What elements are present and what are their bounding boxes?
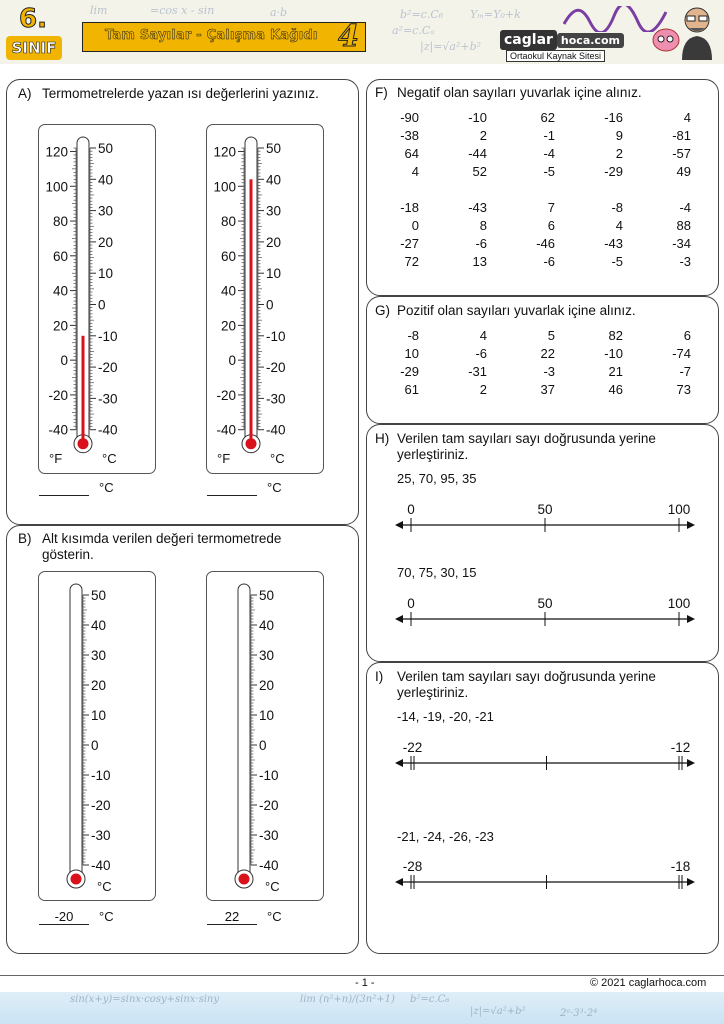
grid-cell[interactable]: 10	[404, 346, 419, 361]
number-line-svg[interactable]	[395, 737, 695, 777]
section-b-label: B)	[18, 531, 32, 546]
celsius-tick-label: 30	[259, 648, 275, 663]
section-h-label: H)	[375, 431, 390, 446]
numbers-to-place-h1: 25, 70, 95, 35	[397, 471, 477, 486]
celsius-tick-label: 40	[259, 618, 275, 633]
grid-cell[interactable]: -3	[543, 364, 555, 379]
grid-cell[interactable]: 0	[411, 218, 419, 233]
grid-cell[interactable]: 4	[615, 218, 623, 233]
celsius-tick-label: 0	[98, 297, 106, 313]
answer-unit-1: °C	[99, 480, 114, 495]
section-f-panel	[366, 79, 719, 296]
number-grid-g	[351, 328, 691, 400]
grid-cell[interactable]: -44	[468, 146, 487, 161]
grid-cell[interactable]: -5	[611, 254, 623, 269]
celsius-tick-label: 30	[266, 203, 282, 219]
bg-math: lim (n²+n)/(3n²+1)	[300, 994, 395, 1005]
celsius-tick-label: 20	[91, 678, 107, 693]
thermometer-bulb	[71, 874, 82, 885]
celsius-tick-label: -40	[91, 858, 111, 873]
grid-cell[interactable]: -46	[536, 236, 555, 251]
arrow-left-icon	[395, 615, 403, 623]
bg-math: |z|=√a²+b²	[420, 40, 482, 53]
value-unit-2: °C	[267, 909, 282, 924]
fahrenheit-tick-label: 20	[220, 318, 236, 334]
bg-math: =cos x - sin	[150, 4, 215, 17]
grid-cell[interactable]: 4	[411, 164, 419, 179]
grid-cell[interactable]: -90	[400, 110, 419, 125]
grid-cell[interactable]: 4	[479, 328, 487, 343]
celsius-tick-label: 0	[259, 738, 267, 753]
celsius-tick-label: -20	[91, 798, 111, 813]
answer-blank-1[interactable]	[39, 495, 89, 496]
section-i-label: I)	[375, 669, 384, 684]
grid-cell[interactable]: -8	[407, 328, 419, 343]
thermometer-4[interactable]	[207, 572, 323, 900]
unit-celsius: °C	[102, 451, 117, 466]
grid-cell[interactable]: 6	[683, 328, 691, 343]
arrow-left-icon	[395, 521, 403, 529]
bg-math: b²=c.C₆	[400, 8, 444, 21]
celsius-tick-label: 30	[98, 203, 114, 219]
arrow-right-icon	[687, 521, 695, 529]
celsius-tick-label: 20	[98, 234, 114, 250]
grid-cell[interactable]: -29	[400, 364, 419, 379]
celsius-tick-label: 50	[91, 588, 107, 603]
section-a-panel	[6, 79, 359, 525]
mercury-column	[250, 179, 253, 443]
number-grid-f2	[351, 200, 691, 272]
grid-cell[interactable]: -38	[400, 128, 419, 143]
grid-cell[interactable]: 37	[540, 382, 555, 397]
celsius-tick-label: 10	[266, 266, 282, 282]
fahrenheit-tick-label: 60	[52, 248, 68, 264]
grid-cell[interactable]: -5	[543, 164, 555, 179]
number-line-label: -28	[402, 859, 423, 874]
thermometer-card-2	[206, 124, 324, 474]
grid-cell[interactable]: 5	[547, 328, 555, 343]
number-line-label: 0	[407, 596, 415, 611]
fahrenheit-tick-label: -20	[48, 387, 68, 403]
celsius-tick-label: 10	[91, 708, 107, 723]
grid-cell[interactable]: 2	[479, 128, 487, 143]
celsius-tick-label: 30	[91, 648, 107, 663]
fahrenheit-tick-label: 120	[45, 144, 68, 160]
fahrenheit-tick-label: 120	[213, 144, 236, 160]
celsius-tick-label: 50	[266, 141, 282, 156]
grid-cell[interactable]: -27	[400, 236, 419, 251]
celsius-tick-label: 10	[98, 266, 114, 282]
grid-cell[interactable]: 21	[608, 364, 623, 379]
brand-logo: caglar hoca.com	[500, 32, 624, 48]
grid-cell[interactable]: -31	[468, 364, 487, 379]
grid-cell[interactable]: -34	[672, 236, 691, 251]
grid-cell[interactable]: 2	[615, 146, 623, 161]
grid-cell[interactable]: -1	[543, 128, 555, 143]
thermometer-3[interactable]	[39, 572, 155, 900]
celsius-tick-label: -30	[259, 828, 279, 843]
section-f-title: Negatif olan sayıları yuvarlak içine alınız.	[397, 85, 642, 100]
bg-math: 2ᵃ·3³·2⁴	[560, 1008, 598, 1019]
title-banner	[82, 19, 366, 54]
grid-cell[interactable]: -43	[604, 236, 623, 251]
celsius-tick-label: -20	[266, 360, 286, 376]
grid-cell[interactable]: 4	[683, 110, 691, 125]
arrow-left-icon	[395, 759, 403, 767]
sheet-number: 4	[338, 19, 359, 54]
fahrenheit-tick-label: 40	[52, 283, 68, 299]
grid-cell[interactable]: -43	[468, 200, 487, 215]
number-line-svg[interactable]	[395, 499, 695, 539]
fahrenheit-tick-label: -40	[48, 422, 68, 438]
grid-cell[interactable]: 8	[479, 218, 487, 233]
thermometer-card-1	[38, 124, 156, 474]
thermometer-1	[39, 125, 155, 473]
grid-cell[interactable]: -4	[543, 146, 555, 161]
mercury-column	[82, 336, 85, 444]
celsius-tick-label: -30	[266, 391, 286, 407]
thermometer-2	[207, 125, 323, 473]
bg-math: a²=c.Cₐ	[392, 24, 435, 37]
section-f-label: F)	[375, 85, 388, 100]
celsius-tick-label: -10	[98, 328, 118, 344]
grid-cell[interactable]: -6	[475, 346, 487, 361]
fahrenheit-tick-label: 40	[220, 283, 236, 299]
celsius-tick-label: 40	[91, 618, 107, 633]
celsius-tick-label: -40	[98, 422, 118, 438]
grade-badge	[4, 4, 64, 62]
grid-cell[interactable]: -4	[679, 200, 691, 215]
fahrenheit-tick-label: 20	[52, 318, 68, 334]
fahrenheit-tick-label: -20	[216, 387, 236, 403]
section-g-title: Pozitif olan sayıları yuvarlak içine alınız.	[397, 303, 636, 318]
unit-fahrenheit: °F	[217, 451, 231, 466]
grid-cell[interactable]: -10	[604, 346, 623, 361]
value-field-1	[39, 924, 89, 925]
copyright: © 2021 caglarhoca.com	[590, 977, 707, 989]
grid-cell[interactable]: 72	[404, 254, 419, 269]
celsius-tick-label: 20	[259, 678, 275, 693]
grid-cell[interactable]: 88	[676, 218, 691, 233]
value-unit-1: °C	[99, 909, 114, 924]
brand-subtitle: Ortaokul Kaynak Sitesi	[506, 50, 605, 62]
grid-cell[interactable]: -16	[604, 110, 623, 125]
grid-cell[interactable]: 73	[676, 382, 691, 397]
grid-cell[interactable]: -18	[400, 200, 419, 215]
thermometer-tube	[70, 584, 82, 879]
section-g-label: G)	[375, 303, 390, 318]
arrow-right-icon	[687, 759, 695, 767]
number-line-label: 50	[537, 502, 553, 517]
bg-math: sin(x+y)=sinx·cosy+sinx·siny	[70, 994, 219, 1005]
celsius-tick-label: 40	[266, 172, 282, 188]
numbers-to-place-i2: -21, -24, -26, -23	[397, 829, 494, 844]
grid-cell[interactable]: -6	[475, 236, 487, 251]
section-i-panel	[366, 662, 719, 954]
grid-cell[interactable]: 46	[608, 382, 623, 397]
celsius-tick-label: -40	[266, 422, 286, 438]
grid-cell[interactable]: 22	[540, 346, 555, 361]
grid-cell[interactable]: 64	[404, 146, 419, 161]
number-line-svg[interactable]	[395, 856, 695, 896]
grid-cell[interactable]: 52	[472, 164, 487, 179]
grid-cell[interactable]: 49	[676, 164, 691, 179]
fahrenheit-tick-label: 100	[45, 179, 68, 195]
answer-unit-2: °C	[267, 480, 282, 495]
grid-cell[interactable]: 7	[547, 200, 555, 215]
fahrenheit-tick-label: -40	[216, 422, 236, 438]
fahrenheit-tick-label: 0	[228, 353, 236, 369]
section-h-panel	[366, 424, 719, 662]
grade-number: 6.	[19, 4, 47, 34]
number-line-label: 50	[537, 596, 553, 611]
number-line-i1[interactable]	[395, 737, 695, 777]
number-line-label: 100	[667, 596, 691, 611]
grid-cell[interactable]: -10	[468, 110, 487, 125]
number-line-label: -18	[670, 859, 691, 874]
section-i-title: Verilen tam sayıları sayı doğrusunda yerine yerleştiriniz.	[397, 669, 656, 700]
number-grid-f1	[351, 110, 691, 182]
bg-math: lim	[90, 4, 108, 17]
celsius-tick-label: 50	[259, 588, 275, 603]
given-value-1: -20	[54, 909, 74, 924]
number-line-label: -22	[402, 740, 423, 755]
unit-celsius: °C	[97, 879, 112, 894]
grid-cell[interactable]: -3	[679, 254, 691, 269]
arrow-left-icon	[395, 878, 403, 886]
thermometer-card-3	[38, 571, 156, 901]
bg-math: Yₘ=Y₀+k	[470, 8, 521, 21]
number-line-label: -12	[670, 740, 691, 755]
grid-cell[interactable]: 62	[540, 110, 555, 125]
bg-math: |z|=√a²+b²	[470, 1006, 526, 1017]
value-field-2	[207, 924, 257, 925]
number-line-svg[interactable]	[395, 593, 695, 633]
thermometer-tube	[238, 584, 250, 879]
grid-cell[interactable]: -57	[672, 146, 691, 161]
celsius-tick-label: -20	[98, 360, 118, 376]
thermometer-card-4	[206, 571, 324, 901]
grid-cell[interactable]: 2	[479, 382, 487, 397]
celsius-tick-label: -30	[91, 828, 111, 843]
celsius-tick-label: 0	[91, 738, 99, 753]
footer-banner	[0, 992, 724, 1024]
celsius-tick-label: 10	[259, 708, 275, 723]
section-b-title: Alt kısımda verilen değeri termometrede gösterin.	[42, 531, 282, 562]
numbers-to-place-i1: -14, -19, -20, -21	[397, 709, 494, 724]
grid-cell[interactable]: -74	[672, 346, 691, 361]
unit-celsius: °C	[270, 451, 285, 466]
unit-fahrenheit: °F	[49, 451, 63, 466]
celsius-tick-label: -20	[259, 798, 279, 813]
grid-cell[interactable]: -6	[543, 254, 555, 269]
grid-cell[interactable]: 6	[547, 218, 555, 233]
arrow-right-icon	[687, 878, 695, 886]
grid-cell[interactable]: 82	[608, 328, 623, 343]
celsius-tick-label: -40	[259, 858, 279, 873]
grid-cell[interactable]: 9	[615, 128, 623, 143]
number-line-label: 0	[407, 502, 415, 517]
bg-math: a·b	[270, 6, 288, 19]
grid-cell[interactable]: -7	[679, 364, 691, 379]
answer-blank-2[interactable]	[207, 495, 257, 496]
fahrenheit-tick-label: 0	[60, 353, 68, 369]
footer-rule	[0, 975, 724, 976]
grid-cell[interactable]: 13	[472, 254, 487, 269]
celsius-tick-label: -10	[266, 328, 286, 344]
number-line-i2[interactable]	[395, 856, 695, 896]
celsius-tick-label: 0	[266, 297, 274, 313]
grid-cell[interactable]: -8	[611, 200, 623, 215]
section-h-title: Verilen tam sayıları sayı doğrusunda yerine yerleştiriniz.	[397, 431, 656, 462]
number-line-h2[interactable]	[395, 593, 695, 633]
grid-cell[interactable]: -29	[604, 164, 623, 179]
section-g-panel	[366, 296, 719, 424]
thermometer-bulb	[239, 874, 250, 885]
unit-celsius: °C	[265, 879, 280, 894]
fahrenheit-tick-label: 80	[220, 214, 236, 230]
celsius-tick-label: -30	[98, 391, 118, 407]
number-line-label: 100	[667, 502, 691, 517]
celsius-tick-label: 50	[98, 141, 114, 156]
section-a-label: A)	[18, 86, 32, 101]
brain-mascot-icon	[650, 26, 684, 56]
grid-cell[interactable]: -81	[672, 128, 691, 143]
numbers-to-place-h2: 70, 75, 30, 15	[397, 565, 477, 580]
section-a-title: Termometrelerde yazan ısı değerlerini yazınız.	[42, 86, 319, 101]
given-value-2: 22	[224, 909, 240, 924]
celsius-tick-label: 40	[98, 172, 114, 188]
number-line-h1[interactable]	[395, 499, 695, 539]
bg-math: b²=c.C₆	[410, 994, 450, 1005]
celsius-tick-label: 20	[266, 234, 282, 250]
fahrenheit-tick-label: 80	[52, 214, 68, 230]
page-number: - 1 -	[355, 977, 375, 989]
section-b-panel	[6, 525, 359, 954]
celsius-tick-label: -10	[91, 768, 111, 783]
celsius-tick-label: -10	[259, 768, 279, 783]
worksheet-title: Tam Sayılar - Çalışma Kağıdı	[105, 28, 318, 43]
fahrenheit-tick-label: 100	[213, 179, 236, 195]
grade-word: SINIF	[6, 36, 62, 60]
arrow-right-icon	[687, 615, 695, 623]
fahrenheit-tick-label: 60	[220, 248, 236, 264]
grid-cell[interactable]: 61	[404, 382, 419, 397]
